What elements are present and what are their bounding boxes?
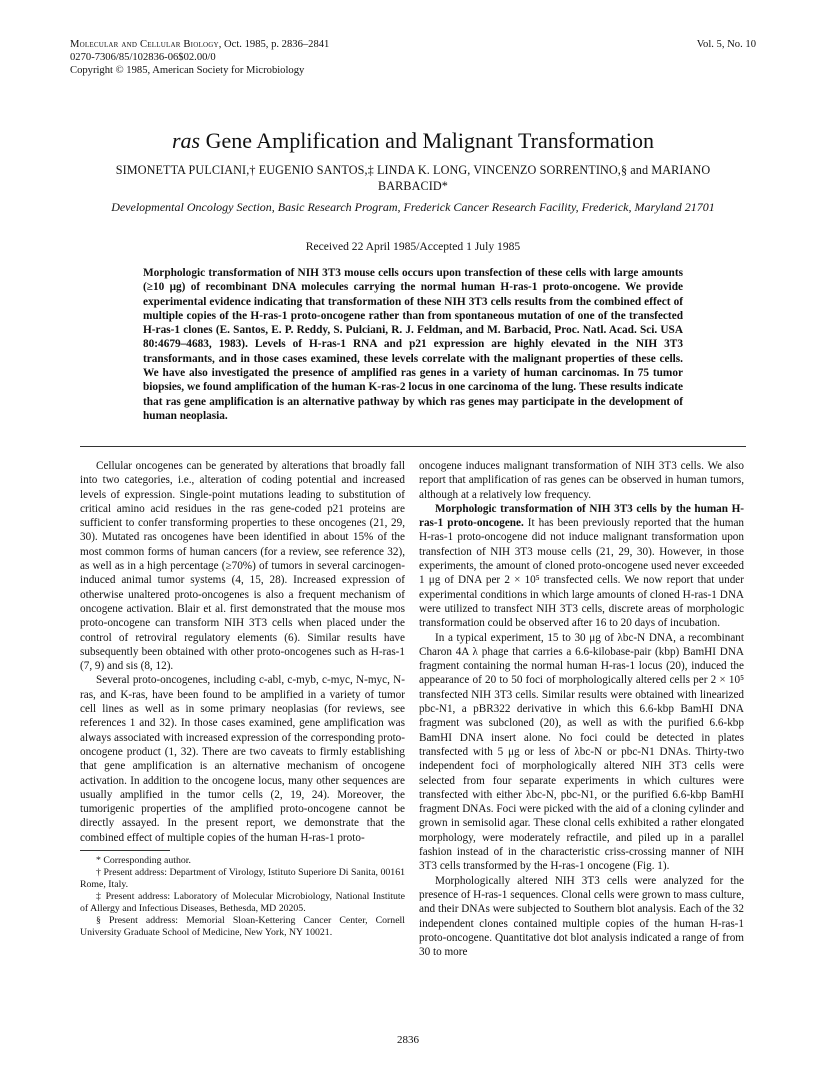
article-title-gene: ras [171, 128, 201, 153]
footnote-divider [80, 850, 170, 851]
body-paragraph-intro-1: Cellular oncogenes can be generated by alterations that broadly fall into two categories, i.e., alteration of coding potential and increased levels of expression. Single-point mutations leading to substitution of critical amino acid residues in the ras gene-coded p21 proteins are sufficient to confer transforming properties to these oncogenes (21, 29, 30). Mutated ras oncogenes have been identified in about 15% of the most common forms of human cancers (for a review, see reference 32), as well as in a high percentage (≥70%) of tumors in several carcinogen-induced animal tumor systems (4, 15, 28). Increased expression of otherwise unaltered proto-oncogenes is also a frequent mechanism of oncogene activation. Blair et al. first demonstrated that the mouse mos proto-oncogene can transform NIH 3T3 cells when placed under the control of retroviral regulatory elements (6). Similar results have subsequently been obtained with other proto-oncogenes such as H-ras-1 (7, 9) and sis (8, 12). [80, 460, 405, 673]
body-paragraph-analysis: Morphologically altered NIH 3T3 cells were analyzed for the presence of H-ras-1 sequences. Clonal cells were grown to mass culture, and their DNAs were subjected to Southern blot analysis. Each of the 32 independent clones contained multiple copies of the human H-ras-1 proto-oncogene. Quantitative dot blot analysis indicated a range of from 30 to more [419, 874, 744, 959]
footnote-address-1: † Present address: Department of Virology, Istituto Superiore Di Sanita, 00161 Rome, Italy. [80, 867, 405, 891]
footnote-corresponding-author: * Corresponding author. [96, 855, 191, 867]
author-list: SIMONETTA PULCIANI,† EUGENIO SANTOS,‡ LINDA K. LONG, VINCENZO SORRENTINO,§ and MARIANO BARBACID* [115, 163, 711, 193]
body-paragraph-intro-2: Several proto-oncogenes, including c-abl, c-myb, c-myc, N-myc, N-ras, and K-ras, have been found to be amplified in a variety of tumor cell lines as well as in some primary neoplasias (for reviews, see references 1 and 32). In those cases examined, gene amplification was always associated with increased expression of the corresponding proto-oncogene product (1, 32). There are two caveats to firmly establishing that gene amplification is an alternative mechanism of oncogene activation. In addition to the oncogene locus, many other sequences are usually amplified in the tumor cells (2, 19, 24). Moreover, the tumorigenic properties of the amplified proto-oncogene cannot be directly assayed. In the present report, we demonstrate that the combined effect of multiple copies of the human H-ras-1 proto- [80, 674, 405, 844]
journal-citation-line [70, 38, 756, 51]
abstract: Morphologic transformation of NIH 3T3 mouse cells occurs upon transfection of these cells with large amounts (≥10 μg) of recombinant DNA molecules carrying the normal human H-ras-1 proto-oncogene. We provide experimental evidence indicating that transformation of these NIH 3T3 cells results from the combined effect of multiple copies of the H-ras-1 proto-oncogene rather than from spontaneous mutation of one of the transfected H-ras-1 clones (E. Santos, E. P. Reddy, S. Pulciani, R. J. Feldman, and M. Barbacid, Proc. Natl. Acad. Sci. USA 80:4679–4683, 1983). Levels of H-ras-1 RNA and p21 expression are highly elevated in the NIH 3T3 transformants, and in those cases examined, these levels correlate with the malignant properties of these cells. We have also investigated the presence of amplified ras genes in a variety of human carcinomas. In 75 tumor biopsies, we found amplification of the human K-ras-2 locus in one carcinoma of the lung. These results indicate that ras gene amplification is an alternative pathway by which ras genes may participate in the development of human neoplasia. [143, 267, 683, 422]
page-number: 2836 [397, 1034, 419, 1046]
article-title [70, 128, 756, 154]
page-header [70, 38, 756, 77]
issn-code: 0270-7306/85/102836-06$02.00/0 [70, 52, 216, 63]
author-affiliation: Developmental Oncology Section, Basic Research Program, Frederick Cancer Research Facility, Frederick, Maryland 21701 [111, 200, 715, 214]
copyright-notice: Copyright © 1985, American Society for Microbiology [70, 65, 305, 76]
left-column [80, 459, 405, 939]
section-divider [80, 446, 746, 447]
body-paragraph-experiment: In a typical experiment, 15 to 30 μg of λbc-N DNA, a recombinant Charon 4A λ phage that carries a 6.6-kilobase-pair (kbp) BamHI DNA fragment containing the normal human H-ras-1 locus (20), induced the appearance of 20 to 50 foci of morphologically altered cells per 2 × 10⁵ transfected NIH 3T3 cells. Similar results were obtained with linearized pbc-N1, a pBR322 derivative in which this 6.6-kbp BamHI DNA fragment was subcloned (20), as well as with the purified 6.6-kbp BamHI DNA insert alone. No foci could be detected in plates transfected with 5 μg or less of λbc-N or pbc-N1 DNAs. Thirty-two independent foci of morphologically altered NIH 3T3 cells were selected from four separate experiments in which cultures were transfected with either λbc-N, pbc-N1, or the purified 6.6-kbp BamHI fragment DNAs. Foci were picked with the aid of a cloning cylinder and grown in semisolid agar. These clonal cells exhibited a rather elongated morphology, were moderately refractile, and piled up in a parallel fashion instead of in the characteristic criss-crossing manner of NIH 3T3 cells transformed by the H-ras-1 oncogene (Fig. 1). [419, 631, 744, 873]
footnote-address-2: ‡ Present address: Laboratory of Molecular Microbiology, National Institute of Allergy and Infectious Diseases, Bethesda, MD 20205. [80, 891, 405, 915]
right-column [419, 459, 744, 959]
footnote-address-3: § Present address: Memorial Sloan-Kettering Cancer Center, Cornell University Graduate School of Medicine, New York, NY 10021. [80, 915, 405, 939]
body-paragraph-continued: oncogene induces malignant transformation of NIH 3T3 cells. We also report that amplification of ras genes can be observed in human tumors, although at a relatively low frequency. [419, 460, 744, 501]
journal-name: Molecular and Cellular Biology [70, 39, 219, 50]
article-title-rest: Gene Amplification and Malignant Transformation [200, 128, 655, 153]
section-body-text: It has been previously reported that the human H-ras-1 proto-oncogene did not induce malignant transformation upon transfection of NIH 3T3 mouse cells (21, 29, 30). However, in those experiments, the amount of cloned proto-oncogene used never exceeded 1 μg of DNA per 2 × 10⁵ transfected cells. We now report that under experimental conditions in which large amounts of cloned H-ras-1 DNA were utilized to transfect NIH 3T3 cells, discrete areas of morphologic transformation could be observed after 16 to 20 days of incubation. [419, 517, 744, 630]
volume-number: Vol. 5, No. 10 [696, 39, 756, 50]
body-paragraph-section-start [419, 502, 744, 631]
journal-issue-pages: , Oct. 1985, p. 2836–2841 [218, 39, 330, 50]
section-heading: Morphologic transformation of NIH 3T3 cells by the human H-ras-1 proto-oncogene. [419, 502, 744, 530]
received-accepted-dates: Received 22 April 1985/Accepted 1 July 1985 [305, 240, 521, 253]
